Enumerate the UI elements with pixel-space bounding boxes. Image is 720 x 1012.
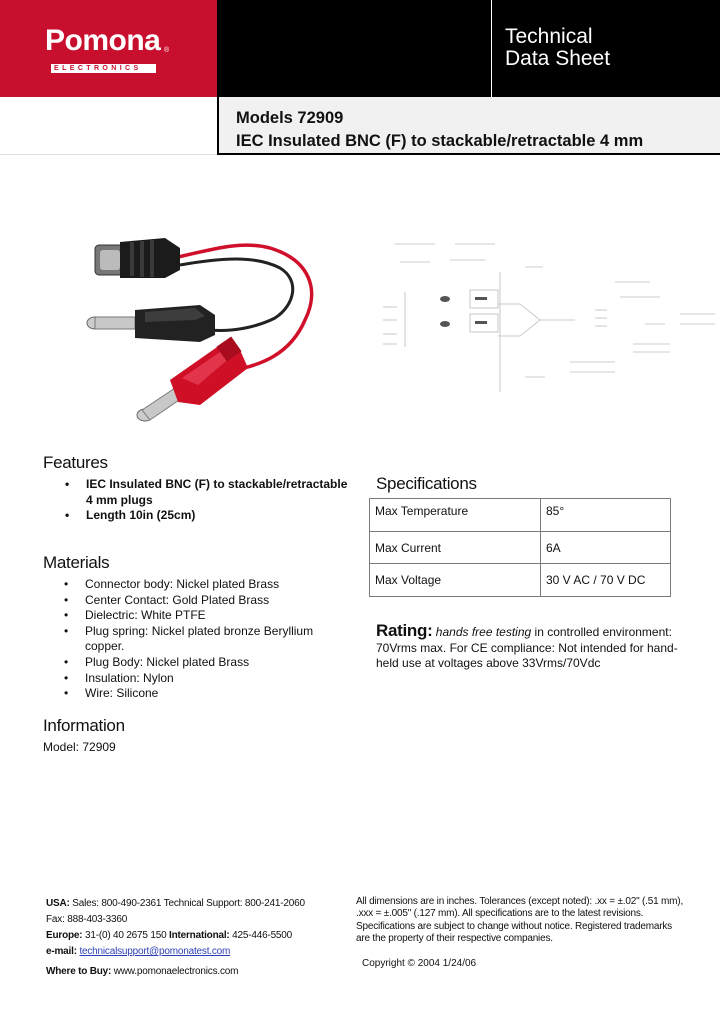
list-item: • Connector body: Nickel plated Brass xyxy=(64,577,280,591)
bullet-icon: • xyxy=(65,508,70,523)
table-row xyxy=(370,564,671,597)
information-model: Model: 72909 xyxy=(43,740,116,754)
table-row xyxy=(370,499,671,532)
list-item: • Length 10in (25cm) xyxy=(65,508,196,523)
table-row xyxy=(370,532,671,564)
specifications-table xyxy=(369,498,671,597)
materials-list xyxy=(64,577,344,702)
copyright: Copyright © 2004 1/24/06 xyxy=(362,958,477,969)
where-to-buy: Where to Buy: www.pomonaelectronics.com xyxy=(46,966,239,977)
doc-type-line2: Data Sheet xyxy=(505,47,611,70)
title-band-vertical-rule xyxy=(217,97,219,155)
list-item: • Plug Body: Nickel plated Brass xyxy=(64,654,250,669)
bullet-icon: • xyxy=(64,686,69,701)
page-title-line1: Models 72909 xyxy=(236,109,344,127)
list-item: • Plug spring: Nickel plated bronze Beryllium copper. xyxy=(64,623,314,654)
usa-contact: USA: Sales: 800-490-2361 Technical Support: 800-241-2060 Fax: 888-403-3360 xyxy=(46,898,305,925)
list-item: • Insulation: Nylon xyxy=(64,670,174,685)
dimension-drawing xyxy=(375,232,720,407)
doc-type-line1: Technical xyxy=(505,25,593,48)
list-item: • Center Contact: Gold Plated Brass xyxy=(64,592,270,607)
specifications-heading: Specifications xyxy=(376,474,477,493)
logo-wordmark: Pomona xyxy=(45,24,161,57)
list-item: • IEC Insulated BNC (F) to stackable/retractable 4 mm plugs xyxy=(65,477,348,507)
disclaimer: All dimensions are in inches. Tolerances (except noted): .xx = ±.02" (.51 mm), .xxx = ±.005" (.127 mm). All specifications are to the latest revisions. Specifications are subject to change without notice. Registered trademarks are the property of their respective companies. xyxy=(356,896,684,945)
features-heading: Features xyxy=(43,453,108,472)
pomona-logo xyxy=(0,0,217,97)
bullet-icon: • xyxy=(64,608,69,623)
page-title-line2: IEC Insulated BNC (F) to stackable/retractable 4 mm xyxy=(236,132,644,150)
bullet-icon: • xyxy=(65,477,70,491)
bullet-icon: • xyxy=(64,577,69,591)
spec-name: Max Current xyxy=(370,532,541,564)
email-contact: e-mail: technicalsupport@pomonatest.com xyxy=(46,946,231,957)
spec-name: Max Temperature xyxy=(370,499,541,532)
page-title xyxy=(236,107,643,153)
email-link[interactable]: technicalsupport@pomonatest.com xyxy=(79,946,231,957)
spec-value: 30 V AC / 70 V DC xyxy=(541,564,671,597)
contact-info xyxy=(46,896,306,980)
header-divider xyxy=(491,0,492,97)
materials-heading: Materials xyxy=(43,553,110,572)
spec-name: Max Voltage xyxy=(370,564,541,597)
product-photo xyxy=(70,220,340,430)
title-band-left xyxy=(0,97,217,155)
europe-contact: Europe: 31-(0) 40 2675 150 International: 425-446-5500 xyxy=(46,930,293,941)
spec-value: 6A xyxy=(541,532,671,564)
doc-type-title xyxy=(505,26,610,70)
rating-paragraph xyxy=(376,623,681,672)
where-to-buy-link[interactable]: www.pomonaelectronics.com xyxy=(111,966,239,977)
logo-subtitle: ELECTRONICS xyxy=(51,64,156,73)
information-heading: Information xyxy=(43,716,125,735)
rating-label: Rating: xyxy=(376,621,433,640)
list-item: • Wire: Silicone xyxy=(64,686,159,701)
rating-text: in controlled environment: 70Vrms max. For CE compliance: Not intended for hand-held use at voltages above 33Vrms/70Vdc xyxy=(376,625,678,670)
title-band-horizontal-rule xyxy=(217,153,720,155)
list-item: • Dielectric: White PTFE xyxy=(64,608,206,623)
rating-emphasis: hands free testing xyxy=(435,625,532,639)
logo-registered-mark: ® xyxy=(164,47,170,54)
header-bar xyxy=(0,0,720,97)
bullet-icon: • xyxy=(64,592,69,607)
bullet-icon: • xyxy=(64,623,69,638)
spec-value: 85° xyxy=(541,499,671,532)
bullet-icon: • xyxy=(64,670,69,685)
bullet-icon: • xyxy=(64,654,69,669)
features-list xyxy=(65,477,355,524)
